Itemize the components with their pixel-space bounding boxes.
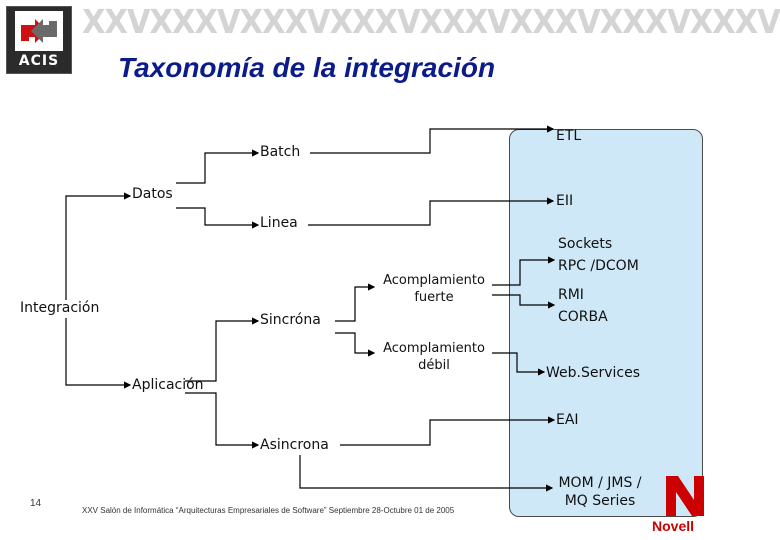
node-batch: Batch xyxy=(260,144,301,160)
edge-fuerte-rmi xyxy=(492,295,554,305)
edge-fuerte-sockets xyxy=(492,260,554,285)
slide-number: 14 xyxy=(30,498,42,509)
tech-web-services: Web.Services xyxy=(546,365,641,381)
page-title: Taxonomía de la integración xyxy=(118,52,496,83)
tech-mom-line2: MQ Series xyxy=(564,493,636,509)
tech-mom-line1: MOM / JMS / xyxy=(558,475,642,491)
edge-batch-etl xyxy=(310,129,553,153)
novell-logo xyxy=(650,470,718,534)
banner-pattern: XXVXXXVXXXVXXXVXXXVXXXVXXXVXXXV xyxy=(82,2,780,41)
tech-eai: EAI xyxy=(556,412,579,428)
tech-rmi-corba xyxy=(558,284,608,328)
tech-mom-jms-mq xyxy=(548,474,652,510)
node-sincrona: Sincróna xyxy=(260,312,321,328)
acoplamiento-fuerte-line2: fuerte xyxy=(414,290,454,305)
edge-root-aplicacion xyxy=(66,318,130,385)
logo-text: ACIS xyxy=(18,53,60,69)
footer-text: XXV Salón de Informática “Arquitecturas Empresariales de Software” Septiembre 28-Octubre 01 de 2005 xyxy=(82,506,455,515)
tech-corba: CORBA xyxy=(558,309,608,325)
edge-asincrona-eai xyxy=(340,420,554,445)
node-datos: Datos xyxy=(132,186,173,202)
tech-etl: ETL xyxy=(556,128,582,144)
node-linea: Linea xyxy=(260,215,298,231)
edge-asincrona-mom xyxy=(300,455,552,488)
novell-n-icon xyxy=(650,470,712,520)
novell-wordmark: Novell xyxy=(652,518,695,534)
node-asincrona: Asincrona xyxy=(260,437,329,453)
edge-datos-batch xyxy=(176,153,258,183)
edge-datos-linea xyxy=(176,208,258,225)
edge-sincrona-debil xyxy=(335,333,374,353)
acoplamiento-debil-line2: débil xyxy=(418,358,450,373)
node-acoplamiento-debil xyxy=(376,340,492,374)
node-aplicacion: Aplicación xyxy=(132,377,204,393)
edge-debil-webservices xyxy=(492,353,544,372)
edge-aplicacion-asincrona xyxy=(185,393,258,445)
edge-linea-eii xyxy=(308,201,553,225)
edge-sincrona-fuerte xyxy=(335,287,374,321)
acoplamiento-debil-line1: Acomplamiento xyxy=(383,341,485,356)
tech-rpc-dcom: RPC /DCOM xyxy=(558,258,639,274)
tech-sockets-rpc xyxy=(558,233,639,277)
edge-aplicacion-sincrona xyxy=(185,321,258,381)
tech-eii: EII xyxy=(556,193,574,209)
node-acoplamiento-fuerte xyxy=(376,272,492,306)
tech-rmi: RMI xyxy=(558,287,584,303)
acoplamiento-fuerte-line1: Acomplamiento xyxy=(383,273,485,288)
node-integracion: Integración xyxy=(20,300,100,316)
tech-sockets: Sockets xyxy=(558,236,613,252)
edge-root-datos xyxy=(66,196,130,300)
